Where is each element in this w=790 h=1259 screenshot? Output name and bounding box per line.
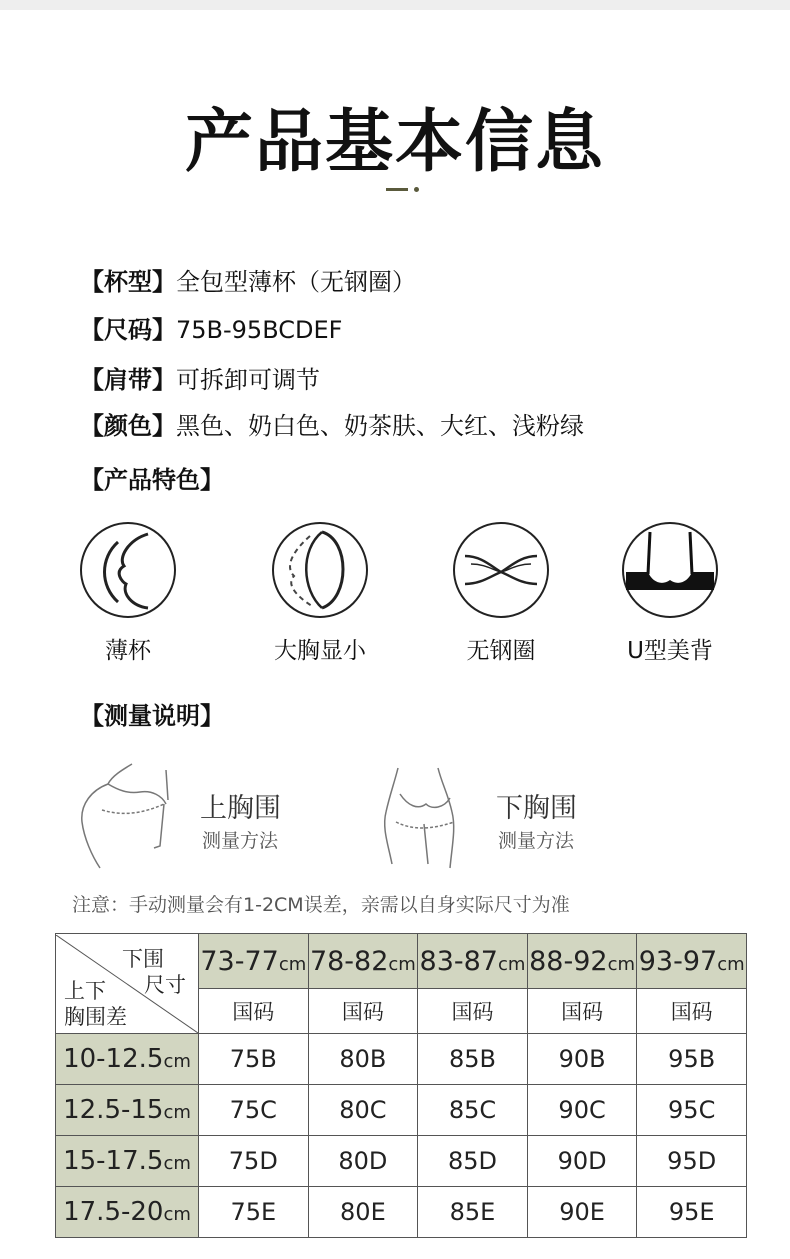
size-range: 93-97: [638, 945, 718, 977]
feature-thin-cup: [58, 520, 198, 665]
size-cell: 80B: [308, 1034, 418, 1085]
bust-diff-cell: [56, 1034, 199, 1085]
spec-strap: [80, 360, 320, 395]
size-range: 78-82: [309, 945, 389, 977]
minimizer-cup-icon: [270, 520, 370, 620]
size-cell: 85B: [418, 1034, 528, 1085]
size-cell: 80E: [308, 1187, 418, 1238]
feature-label: 大胸显小: [274, 638, 366, 664]
table-row: [56, 1136, 747, 1187]
features-heading: 【产品特色】: [80, 466, 224, 494]
measure-title: 下胸围: [496, 793, 577, 824]
size-unit: cm: [717, 953, 745, 975]
size-cell: 90E: [527, 1187, 637, 1238]
title-decoration: [386, 188, 410, 192]
measure-sub: 测量方法: [498, 830, 575, 852]
bust-diff-unit: cm: [163, 1153, 191, 1174]
feature-minimizer: [250, 520, 390, 665]
spec-value: 全包型薄杯（无钢圈）: [176, 268, 416, 296]
spec-size: [80, 310, 342, 345]
spec-value: 75B-95BCDEF: [176, 316, 343, 344]
feature-label: 无钢圈: [466, 638, 536, 664]
spec-cup-type: [80, 262, 416, 297]
size-cell: 85E: [418, 1187, 528, 1238]
bust-diff-cell: [56, 1187, 199, 1238]
size-cell: 75D: [199, 1136, 309, 1187]
table-row: [56, 1034, 747, 1085]
measure-title: 上胸围: [200, 793, 281, 824]
table-row: [56, 1187, 747, 1238]
spec-value: 黑色、奶白色、奶茶肤、大红、浅粉绿: [176, 412, 584, 440]
page-title: 产品基本信息: [184, 103, 605, 182]
corner-label: 胸围差: [64, 1004, 127, 1029]
size-cell: 90D: [527, 1136, 637, 1187]
size-cell: 95D: [637, 1136, 747, 1187]
u-back-icon: [620, 520, 720, 620]
size-unit: cm: [607, 953, 636, 975]
feature-wire-free: [431, 520, 571, 665]
bust-diff: 15-17.5: [63, 1146, 164, 1176]
size-header-cell: [418, 934, 528, 989]
bust-diff-cell: [56, 1085, 199, 1136]
size-unit: cm: [498, 953, 526, 975]
feature-label: U型美背: [627, 638, 713, 664]
size-cell: 95C: [637, 1085, 747, 1136]
corner-label: 下围: [122, 946, 164, 971]
size-cell: 80D: [308, 1136, 418, 1187]
feature-label: 薄杯: [105, 638, 151, 664]
national-size-header: 国码: [199, 989, 309, 1034]
size-cell: 85D: [418, 1136, 528, 1187]
measure-sub: 测量方法: [202, 830, 279, 852]
bust-diff: 12.5-15: [63, 1095, 164, 1125]
size-range: 73-77: [200, 945, 279, 977]
table-row: [56, 1085, 747, 1136]
under-bust-illustration: [378, 764, 488, 876]
feature-u-back: [600, 520, 740, 665]
size-cell: 90C: [527, 1085, 637, 1136]
national-size-header: 国码: [527, 989, 637, 1034]
size-cell: 75B: [199, 1034, 309, 1085]
size-cell: 95E: [637, 1187, 747, 1238]
size-header-cell: [527, 934, 637, 989]
top-strip: [0, 0, 790, 10]
national-size-header: 国码: [308, 989, 418, 1034]
national-size-header: 国码: [418, 989, 528, 1034]
national-size-header: 国码: [637, 989, 747, 1034]
spec-color: [80, 406, 584, 441]
table-corner-cell: [56, 934, 199, 1034]
spec-key: 【肩带】: [80, 366, 176, 394]
size-table: [55, 933, 747, 1238]
size-unit: cm: [388, 953, 416, 975]
size-header-cell: [637, 934, 747, 989]
bust-diff: 17.5-20: [63, 1197, 164, 1227]
size-cell: 85C: [418, 1085, 528, 1136]
thin-cup-icon: [78, 520, 178, 620]
table-header-row: [56, 934, 747, 989]
size-header-cell: [199, 934, 309, 989]
corner-label: 上下: [64, 978, 106, 1003]
spec-value: 可拆卸可调节: [176, 366, 320, 394]
upper-bust-illustration: [72, 760, 182, 870]
bust-diff-cell: [56, 1136, 199, 1187]
bust-diff-unit: cm: [163, 1204, 191, 1225]
spec-key: 【尺码】: [80, 316, 176, 344]
size-cell: 75C: [199, 1085, 309, 1136]
bust-diff-unit: cm: [163, 1051, 191, 1072]
spec-key: 【杯型】: [80, 268, 176, 296]
size-cell: 90B: [527, 1034, 637, 1085]
bust-diff-unit: cm: [163, 1102, 191, 1123]
size-header-cell: [308, 934, 418, 989]
spec-key: 【颜色】: [80, 412, 176, 440]
measure-heading: 【测量说明】: [80, 702, 224, 730]
size-cell: 75E: [199, 1187, 309, 1238]
wire-free-icon: [451, 520, 551, 620]
bust-diff: 10-12.5: [63, 1044, 164, 1074]
size-unit: cm: [278, 953, 307, 975]
measurement-note: 注意：手动测量会有1-2CM误差，亲需以自身实际尺寸为准: [72, 894, 570, 916]
size-range: 83-87: [419, 945, 498, 977]
size-cell: 80C: [308, 1085, 418, 1136]
corner-label: 尺寸: [144, 972, 186, 997]
size-range: 88-92: [529, 945, 608, 977]
size-cell: 95B: [637, 1034, 747, 1085]
